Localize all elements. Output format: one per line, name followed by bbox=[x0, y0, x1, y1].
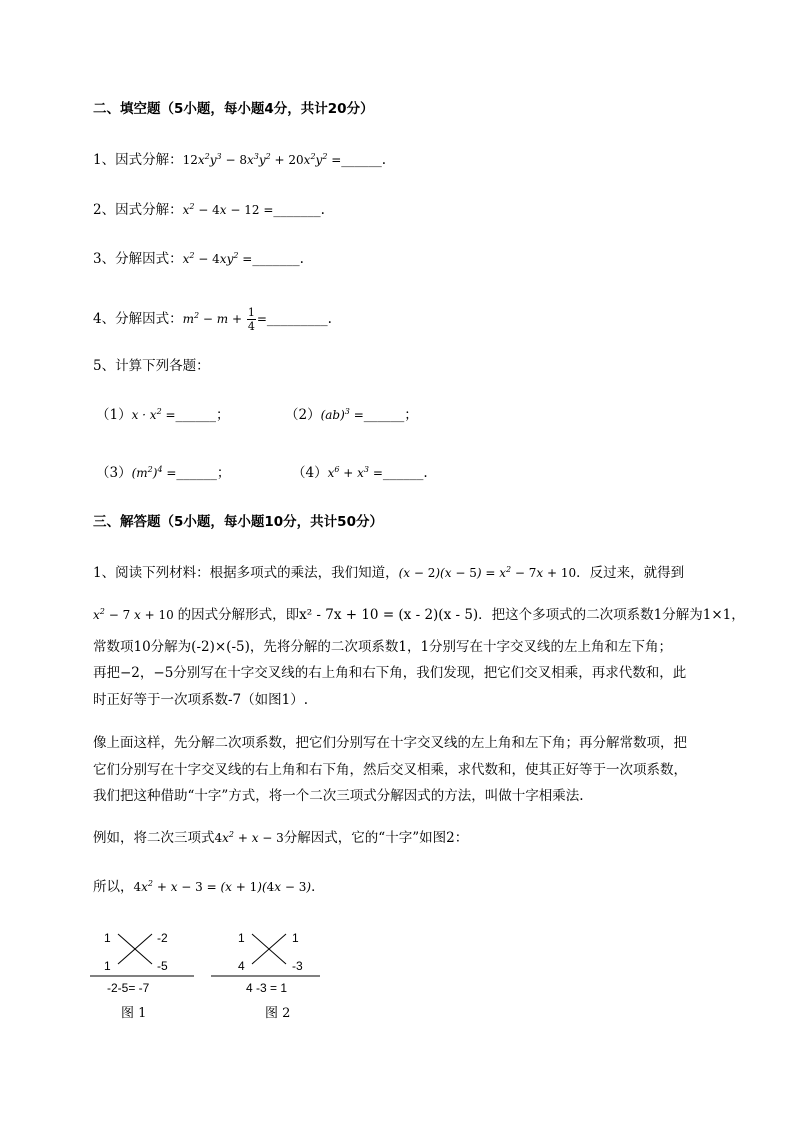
question-3 bbox=[93, 249, 304, 269]
fig1-bottom-left: 1 bbox=[104, 959, 111, 973]
fraction-one-quarter: $\frac{1}{4}$ bbox=[247, 306, 255, 333]
example-text-b: 分解因式，它的“十字”如图2： bbox=[283, 830, 469, 846]
fig1-top-left: 1 bbox=[104, 931, 111, 945]
part-4-number: （4） bbox=[292, 465, 328, 481]
part-1-blank[interactable]: ______； bbox=[175, 407, 230, 423]
question-4 bbox=[93, 306, 332, 333]
question-5-part-2 bbox=[285, 405, 418, 425]
part-2-expression: (ab)$^3$ = bbox=[320, 407, 364, 422]
section2-heading: 二、填空题（5小题，每小题4分，共计20分） bbox=[93, 101, 374, 117]
question-1-label: 1、因式分解： bbox=[93, 152, 183, 168]
question-5-part-3 bbox=[96, 463, 230, 483]
conclusion-text-b: ． bbox=[311, 879, 325, 895]
method-line-2: 它们分别写在十字交叉线的右上角和右下角，然后交叉相乘，求代数和，使其正好等于一次项系数， bbox=[93, 762, 687, 778]
question-5-label: 5、计算下列各题： bbox=[93, 358, 210, 374]
figure-1 bbox=[90, 931, 194, 1021]
question-3-label: 3、分解因式： bbox=[93, 251, 183, 267]
part-1-expression: $x \cdot x^2$ = bbox=[131, 407, 176, 422]
part-2-blank[interactable]: ______； bbox=[363, 407, 418, 423]
part-4-expression: $x^6 + x^3$ = bbox=[327, 465, 383, 480]
part-3-number: （3） bbox=[96, 465, 132, 481]
fig1-top-right: -2 bbox=[157, 931, 168, 945]
question-2-blank[interactable]: _______. bbox=[273, 202, 325, 218]
question-2-label: 2、因式分解： bbox=[93, 202, 183, 218]
question-4-blank[interactable]: _________. bbox=[266, 311, 332, 327]
fig2-bottom-right: -3 bbox=[292, 959, 303, 973]
material-polynomial: $x^2 - 7$ x + 10 bbox=[93, 607, 174, 622]
material-line-5: 时正好等于一次项系数-7（如图1）. bbox=[93, 692, 309, 708]
part-1-number: （1） bbox=[96, 407, 132, 423]
material-text-b: ．反过来，就得到 bbox=[576, 565, 685, 581]
example-text-a: 例如，将二次三项式 bbox=[93, 830, 215, 846]
fig1-caption: 图 1 bbox=[121, 1006, 147, 1021]
method-line-3: 我们把这种借助“十字”方式，将一个二次三项式分解因式的方法，叫做十字相乘法. bbox=[93, 788, 584, 804]
cross-multiplication-figures bbox=[0, 920, 794, 1120]
fig1-bottom-right: -5 bbox=[157, 959, 168, 973]
question-2-expression: $x^2 - 4x - 12$ = bbox=[182, 202, 274, 217]
question-5-part-4 bbox=[292, 463, 428, 483]
example-trinomial: $4x^2 + x - 3$ bbox=[214, 830, 284, 845]
question-4-label: 4、分解因式： bbox=[93, 311, 183, 327]
fig2-top-right: 1 bbox=[292, 931, 299, 945]
fig2-bottom-left: 4 bbox=[238, 959, 245, 973]
figure-2 bbox=[211, 931, 320, 1021]
material-line-1 bbox=[93, 563, 684, 583]
question-2 bbox=[93, 200, 325, 220]
fig2-caption: 图 2 bbox=[265, 1006, 291, 1021]
example-line bbox=[93, 828, 468, 848]
part-4-blank[interactable]: ______. bbox=[382, 465, 428, 481]
fig1-result: -2-5= -7 bbox=[107, 981, 150, 995]
part-3-blank[interactable]: ______； bbox=[176, 465, 231, 481]
question-3-blank[interactable]: _______. bbox=[252, 251, 304, 267]
section3-heading: 三、解答题（5小题，每小题10分，共计50分） bbox=[93, 514, 383, 530]
material-line-2 bbox=[93, 605, 745, 625]
question-3-expression: $x^2 - 4xy^2$ = bbox=[182, 251, 253, 266]
conclusion-line bbox=[93, 877, 325, 897]
method-line-1: 像上面这样，先分解二次项系数，把它们分别写在十字交叉线的左上角和左下角；再分解常数项，把 bbox=[93, 735, 687, 751]
fig2-result: 4 -3 = 1 bbox=[246, 981, 288, 995]
material-text-a: 1、阅读下列材料：根据多项式的乘法，我们知道， bbox=[93, 565, 399, 581]
material-line-3: 常数项10分解为(-2)×(-5)，先将分解的二次项系数1，1分别写在十字交叉线的左上角和左下角； bbox=[93, 639, 673, 655]
question-1-blank[interactable]: ______. bbox=[341, 152, 387, 168]
part-3-expression: $(m^2)^4$ = bbox=[131, 465, 177, 480]
part-2-number: （2） bbox=[285, 407, 321, 423]
question-5-part-1 bbox=[96, 405, 230, 425]
material-expansion: $(x - 2)(x - 5) = x^2 - 7x + 10$ bbox=[398, 565, 577, 580]
question-4-expression: $m^2 - m$ + $\frac{1}{4}$ = bbox=[182, 306, 267, 333]
conclusion-factorization: $4x^2 + x - 3 = (x + 1)(4x - 3)$ bbox=[133, 879, 312, 894]
question-1 bbox=[93, 150, 386, 170]
question-1-expression: $12x^2y^3 - 8x^3y^2 + 20x^2y^2$ = bbox=[182, 152, 342, 167]
material-text-c: 的因式分解形式，即x² - 7x + 10 = (x - 2)(x - 5)．把这个多项式的二次项系数1分解为1×1， bbox=[177, 607, 745, 623]
material-line-4: 再把−2，−5分别写在十字交叉线的右上角和右下角，我们发现，把它们交叉相乘，再求代数和，此 bbox=[93, 665, 687, 681]
fig2-top-left: 1 bbox=[238, 931, 245, 945]
conclusion-text-a: 所以， bbox=[93, 879, 134, 895]
